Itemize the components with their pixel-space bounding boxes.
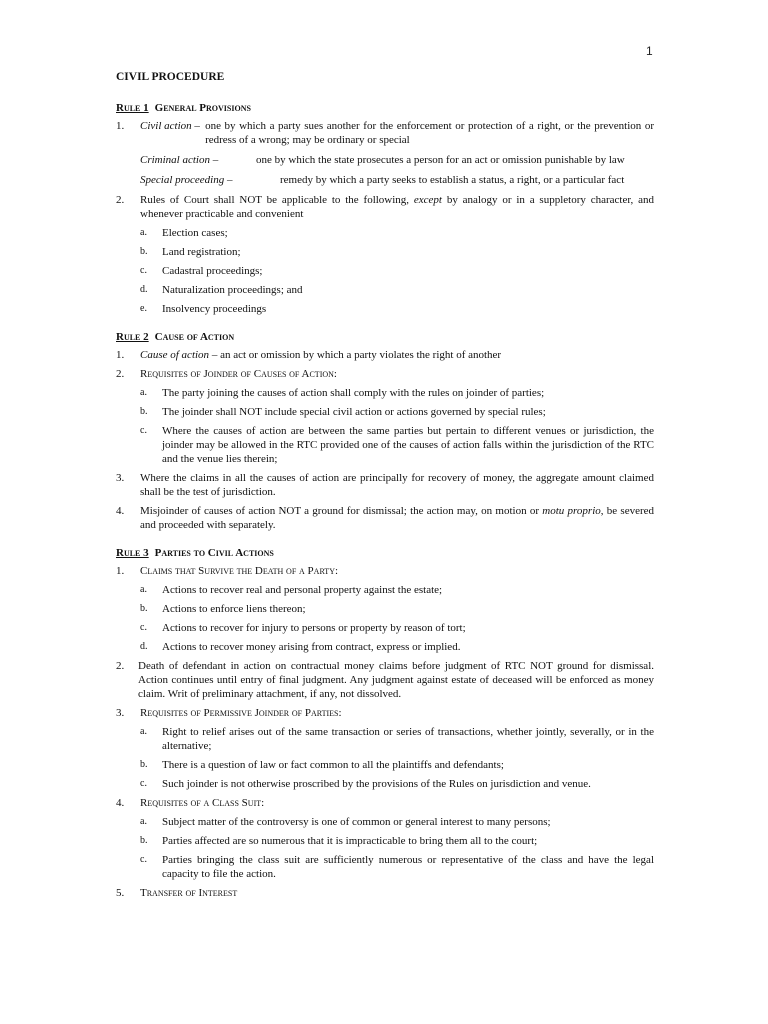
list-item: 2. Death of defendant in action on contractual money claims before judgment of RTC NOT ground for dismissal. Action continues until entry of final judgment. Any judgment against estate of deceased will be enforced as money claim. Writ of preliminary attachment, if any, not dissolved. [116,660,654,700]
definition-text: one by which a party sues another for the enforcement or protection of a right, or the prevention or redress of a wrong; may be ordinary or special [205,120,654,146]
rule-number: Rule 3 [116,547,149,559]
sub-item: b. Land registration; [140,246,241,258]
sub-item: c. Cadastral proceedings; [140,265,263,277]
list-item [116,119,654,187]
rule-number: Rule 1 [116,102,149,114]
document-body [116,70,654,905]
sub-item: c. Parties bringing the class suit are sufficiently numerous or representative of the class and have the legal capacity to file the action. [140,854,654,880]
rule-title: Parties to Civil Actions [154,547,274,559]
definition-criminal-action [140,153,654,167]
sub-item: b. There is a question of law or fact common to all the plaintiffs and defendants; [140,759,504,771]
list-item: 3. Requisites of Permissive Joinder of Parties: [116,707,342,719]
list-item: 3. Where the claims in all the causes of action are principally for recovery of money, the aggregate amount claimed shall be the test of jurisdiction. [116,472,654,498]
list-item: 2. Requisites of Joinder of Causes of Action: [116,368,337,380]
rule-title: Cause of Action [154,331,235,343]
sub-item: a. Actions to recover real and personal property against the estate; [140,584,443,596]
document-title: CIVIL PROCEDURE [116,71,225,83]
list-item: 2. Rules of Court shall NOT be applicable to the following, except by analogy or in a suppletory character, and whenever practicable and convenient [116,194,655,220]
list-item: 1. Cause of action – an act or omission by which a party violates the right of another [116,349,502,361]
list-item: 1. Claims that Survive the Death of a Party: [116,565,339,577]
sub-item: c. Where the causes of action are between the same parties but pertain to different venues or jurisdiction, the joinder may be allowed in the RTC provided one of the causes of action falls within the jurisdiction of the RTC and the venue lies therein; [140,425,654,465]
sub-item: b. Actions to enforce liens thereon; [140,603,306,615]
sub-item: a. The party joining the causes of action shall comply with the rules on joinder of parties; [140,387,545,399]
definition-text: one by which the state prosecutes a person for an act or omission punishable by law [256,154,625,166]
rule-1-heading [116,101,654,115]
definition-civil-action [140,119,654,147]
rule-3-heading [116,546,654,560]
list-item: 5. Transfer of Interest [116,887,238,899]
page-number: 1 [646,44,653,58]
rule-number: Rule 2 [116,331,149,343]
definition-term: Criminal action – [140,154,219,166]
sub-item: d. Naturalization proceedings; and [140,284,303,296]
sub-item: a. Election cases; [140,227,228,239]
sub-item: c. Actions to recover for injury to persons or property by reason of tort; [140,622,466,634]
sub-item: d. Actions to recover money arising from contract, express or implied. [140,641,461,653]
sub-item: a. Right to relief arises out of the same transaction or series of transactions, whether jointly, severally, or in the alternative; [140,726,654,752]
definition-text: remedy by which a party seeks to establish a status, a right, or a particular fact [280,174,625,186]
item-number: 1. [116,120,125,132]
sub-item: c. Such joinder is not otherwise proscribed by the provisions of the Rules on jurisdiction and venue. [140,778,591,790]
sub-item: a. Subject matter of the controversy is one of common or general interest to many persons; [140,816,551,828]
rule-title: General Provisions [154,102,251,114]
list-item: 4. Requisites of a Class Suit: [116,797,265,809]
rule-2-heading [116,330,654,344]
definition-special-proceeding [140,173,654,187]
definition-term: Civil action – [140,120,200,132]
item-number: 2. [116,194,125,206]
sub-item: b. Parties affected are so numerous that it is impracticable to bring them all to the court; [140,835,538,847]
list-item: 4. Misjoinder of causes of action NOT a ground for dismissal; the action may, on motion or motu proprio, be severed and proceeded with separately. [116,505,655,531]
sub-item: e. Insolvency proceedings [140,303,267,315]
definition-term: Special proceeding – [140,174,233,186]
sub-item: b. The joinder shall NOT include special civil action or actions governed by special rules; [140,406,546,418]
